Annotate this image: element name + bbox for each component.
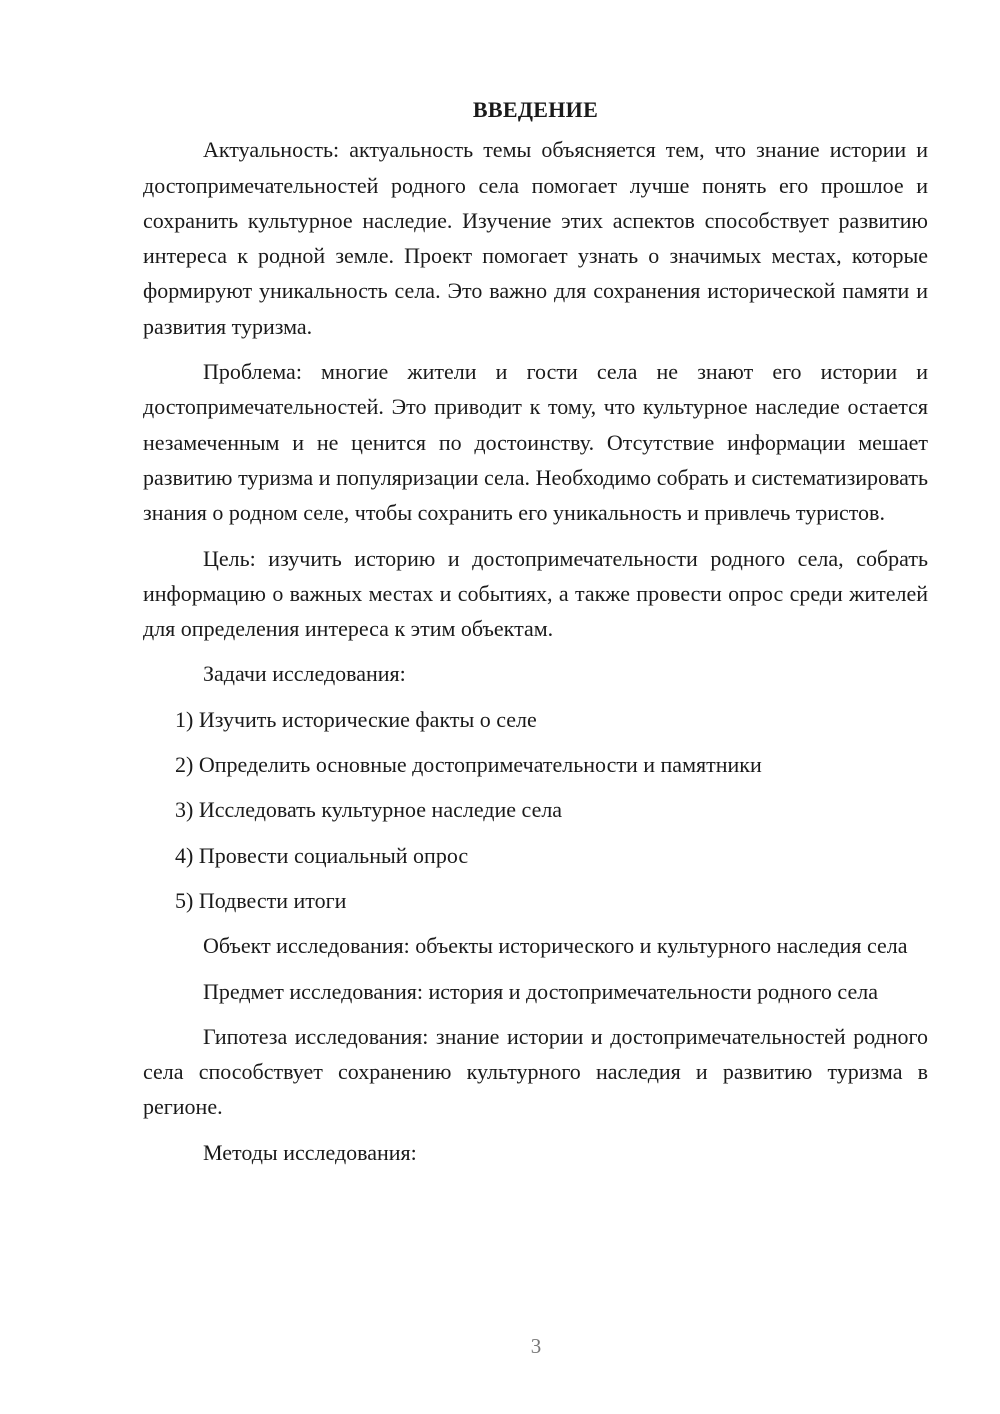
section-title: ВВЕДЕНИЕ (472, 97, 599, 122)
paragraph-goal: Цель: изучить историю и достопримечательности родного села, собрать информацию о важных местах и событиях, а также провести опрос среди жителей для определения интереса к этим объектам. (143, 545, 928, 642)
paragraph-relevance: Актуальность: актуальность темы объясняется тем, что знание истории и достопримечательностей родного села помогает лучше понять его прошлое и сохранить культурное наследие. Изучение этих аспектов способствует развитию интереса к родной земле. Проект помогает узнать о значимых местах, которые формируют уникальность села. Это важно для сохранения исторической памяти и развития туризма. (143, 137, 928, 339)
document-page (143, 92, 928, 1180)
paragraph-object: Объект исследования: объекты исторического и культурного наследия села (203, 933, 908, 959)
paragraph-hypothesis: Гипотеза исследования: знание истории и достопримечательностей родного села способствует сохранению культурного наследия и развитию туризма в регионе. (143, 1023, 928, 1120)
list-item: 4) Провести социальный опрос (175, 842, 469, 868)
methods-heading: Методы исследования: (203, 1139, 417, 1165)
tasks-heading: Задачи исследования: (203, 661, 406, 687)
list-item: 3) Исследовать культурное наследие села (175, 797, 563, 823)
tasks-list (143, 702, 928, 918)
paragraph-problem: Проблема: многие жители и гости села не знают его истории и достопримечательностей. Это приводит к тому, что культурное наследие остается незамеченным и не ценится по достоинству. Отсутствие информации мешает развитию туризма и популяризации села. Необходимо собрать и систематизировать знания о родном селе, чтобы сохранить его уникальность и привлечь туристов. (143, 359, 928, 526)
list-item: 1) Изучить исторические факты о селе (175, 706, 537, 732)
paragraph-subject: Предмет исследования: история и достопримечательности родного села (203, 978, 878, 1004)
list-item: 2) Определить основные достопримечательности и памятники (175, 752, 762, 778)
page-number: 3 (530, 1334, 542, 1358)
list-item: 5) Подвести итоги (175, 887, 347, 913)
